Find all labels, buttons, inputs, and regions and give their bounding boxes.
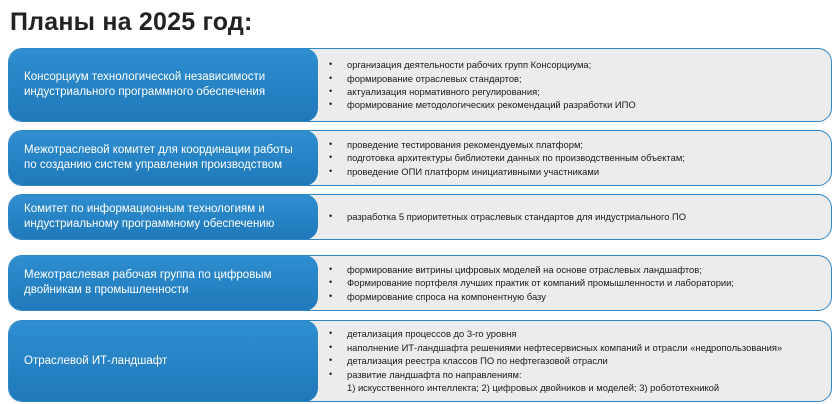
plan-item-list [325,256,823,310]
plan-row-label-text: Межотраслевая рабочая группа по цифровым двойникам в промышленности [24,269,272,296]
plan-item: • актуализация нормативного регулирования; [325,85,823,98]
plan-item: • формирование методологических рекомендаций разработки ИПО [325,98,823,111]
plan-item-list [325,49,823,121]
plan-item: • проведение ОПИ платформ инициативными участниками [325,165,823,178]
plan-row-label [8,48,318,122]
plan-item: • организация деятельности рабочих групп Консорциума; [325,58,823,71]
plan-row-committee-production [8,130,832,186]
plan-row-label-text: Отраслевой ИТ-ландшафт [24,354,168,367]
plan-item: • развитие ландшафта по направлениям: [325,368,823,381]
plan-item: • разработка 5 приоритетных отраслевых стандартов для индустриального ПО [325,210,823,223]
plan-item: • детализация процессов до 3-го уровня [325,327,823,340]
plan-row-label [8,255,318,311]
plan-item: • формирование спроса на компонентную базу [325,290,823,303]
plan-item: • формирование отраслевых стандартов; [325,72,823,85]
plan-row-label-text: Межотраслевой комитет для координации работы по созданию систем управления производством [24,144,293,171]
plan-item: • формирование витрины цифровых моделей на основе отраслевых ландшафтов; [325,263,823,276]
plan-row-consortium [8,48,832,122]
plan-row-label [8,194,318,240]
plan-item: • подготовка архитектуры библиотеки данных по производственным объектам; [325,151,823,164]
plan-item: • проведение тестирования рекомендуемых платформ; [325,138,823,151]
plan-item-list [325,131,823,185]
plan-item-continuation: 1) искусственного интеллекта; 2) цифровых двойников и моделей; 3) робототехникой [347,382,720,394]
plan-item-list [325,195,823,239]
plan-item: • детализация реестра классов ПО по нефтегазовой отрасли [325,354,823,367]
page-title: Планы на 2025 год: [10,8,253,36]
plan-row-it-landscape [8,320,832,402]
plan-row-digital-twins [8,255,832,311]
plan-row-label [8,320,318,402]
plan-row-label [8,130,318,186]
plan-row-committee-it [8,194,832,240]
plan-row-label-text: Консорциум технологической независимости индустриального программного обеспечения [24,71,266,98]
plan-item-list [325,321,823,401]
plan-row-label-text: Комитет по информационным технологиям и индустриальному программному обеспечению [24,203,275,230]
plan-item: • наполнение ИТ-ландшафта решениями нефтесервисных компаний и отрасли «недропользования» [325,341,823,354]
plan-item: • Формирование портфеля лучших практик от компаний промышленности и лаборатории; [325,276,823,289]
